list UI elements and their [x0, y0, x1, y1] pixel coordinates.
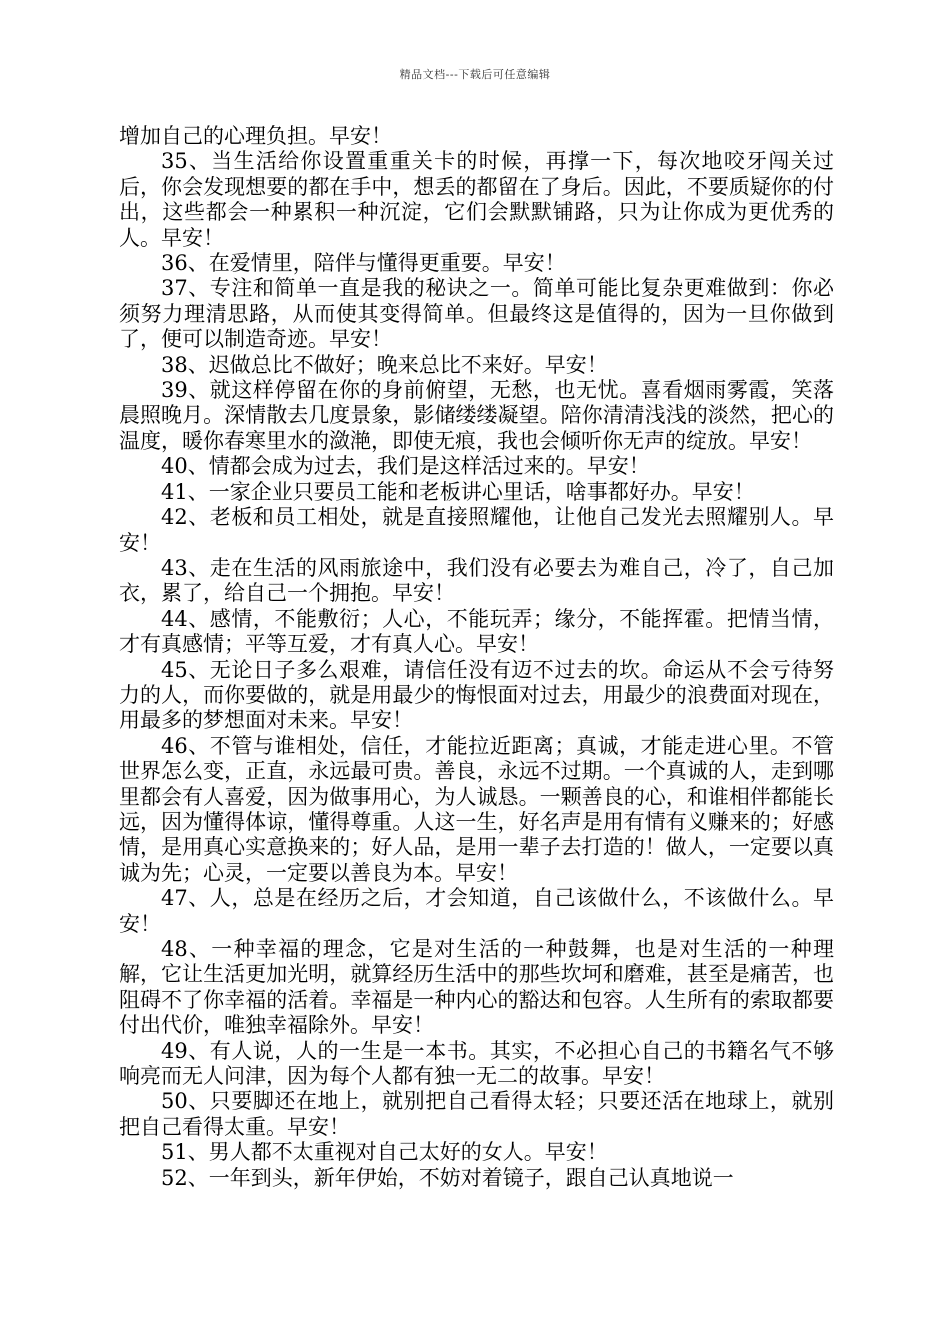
- paragraph: 43、走在生活的风雨旅途中，我们没有必要去为难自己，冷了，自己加衣，累了，给自己一个拥抱。早安！: [119, 555, 834, 606]
- document-body: [119, 124, 834, 1191]
- paragraph: 40、情都会成为过去，我们是这样活过来的。早安！: [161, 454, 650, 479]
- page-header: 精品文档---下载后可任意编辑: [399, 68, 551, 81]
- paragraph: 37、专注和简单一直是我的秘诀之一。简单可能比复杂更难做到：你必须努力理清思路，从而使其变得简单。但最终这是值得的，因为一旦你做到了，便可以制造奇迹。早安！: [119, 276, 834, 352]
- paragraph: 51、男人都不太重视对自己太好的女人。早安！: [161, 1140, 608, 1165]
- paragraph: 42、老板和员工相处，就是直接照耀他，让他自己发光去照耀别人。早安！: [119, 505, 834, 555]
- paragraph: 41、一家企业只要员工能和老板讲心里话，啥事都好办。早安！: [161, 479, 755, 504]
- paragraph: 增加自己的心理负担。早安！: [119, 124, 392, 148]
- paragraph: 47、人，总是在经历之后，才会知道，自己该做什么，不该做什么。早安！: [119, 886, 834, 936]
- paragraph: 38、迟做总比不做好；晚来总比不来好。早安！: [161, 352, 608, 377]
- paragraph: 36、在爱情里，陪伴与懂得更重要。早安！: [161, 251, 566, 276]
- paragraph: 52、一年到头，新年伊始，不妨对着镜子，跟自己认真地说一: [161, 1165, 734, 1190]
- paragraph: 49、有人说，人的一生是一本书。其实，不必担心自己的书籍名气不够响亮而无人问津，因为每个人都有独一无二的故事。早安！: [119, 1038, 834, 1089]
- paragraph: 48、一种幸福的理念，它是对生活的一种鼓舞，也是对生活的一种理解，它让生活更加光明，就算经历生活中的那些坎坷和磨难，甚至是痛苦，也阻碍不了你幸福的活着。幸福是一种内心的豁达和包容。人生所有的索取都要付出代价，唯独幸福除外。早安！: [119, 937, 834, 1038]
- paragraph: 35、当生活给你设置重重关卡的时候，再撑一下，每次地咬牙闯关过后，你会发现想要的都在手中，想丢的都留在了身后。因此，不要质疑你的付出，这些都会一种累积一种沉淀，它们会默默铺路，只为让你成为更优秀的人。早安！: [119, 149, 834, 250]
- paragraph: 46、不管与谁相处，信任，才能拉近距离；真诚，才能走进心里。不管世界怎么变，正直，永远最可贵。善良，永远不过期。一个真诚的人，走到哪里都会有人喜爱，因为做事用心，为人诚恳。一颗善良的心，和谁相伴都能长远，因为懂得体谅，懂得尊重。人这一生，好名声是用有情有义赚来的；好感情，是用真心实意换来的；好人品，是用一辈子去打造的！做人，一定要以真诚为先；心灵，一定要以善良为本。早安！: [119, 733, 834, 885]
- paragraph: 45、无论日子多么艰难，请信任没有迈不过去的坎。命运从不会亏待努力的人，而你要做的，就是用最少的悔恨面对过去，用最少的浪费面对现在，用最多的梦想面对未来。早安！: [119, 657, 834, 733]
- paragraph: 44、感情，不能敷衍；人心，不能玩弄；缘分，不能挥霍。把情当情，才有真感情；平等互爱，才有真人心。早安！: [119, 606, 834, 657]
- paragraph: 39、就这样停留在你的身前俯望，无愁，也无忧。喜看烟雨雾霞，笑落晨照晚月。深情散去几度景象，影储缕缕凝望。陪你清清浅浅的淡然，把心的温度，暖你春寒里水的潋滟，即使无痕，我也会倾听你无声的绽放。早安！: [119, 378, 834, 453]
- paragraph: 50、只要脚还在地上，就别把自己看得太轻；只要还活在地球上，就别把自己看得太重。早安！: [119, 1089, 834, 1139]
